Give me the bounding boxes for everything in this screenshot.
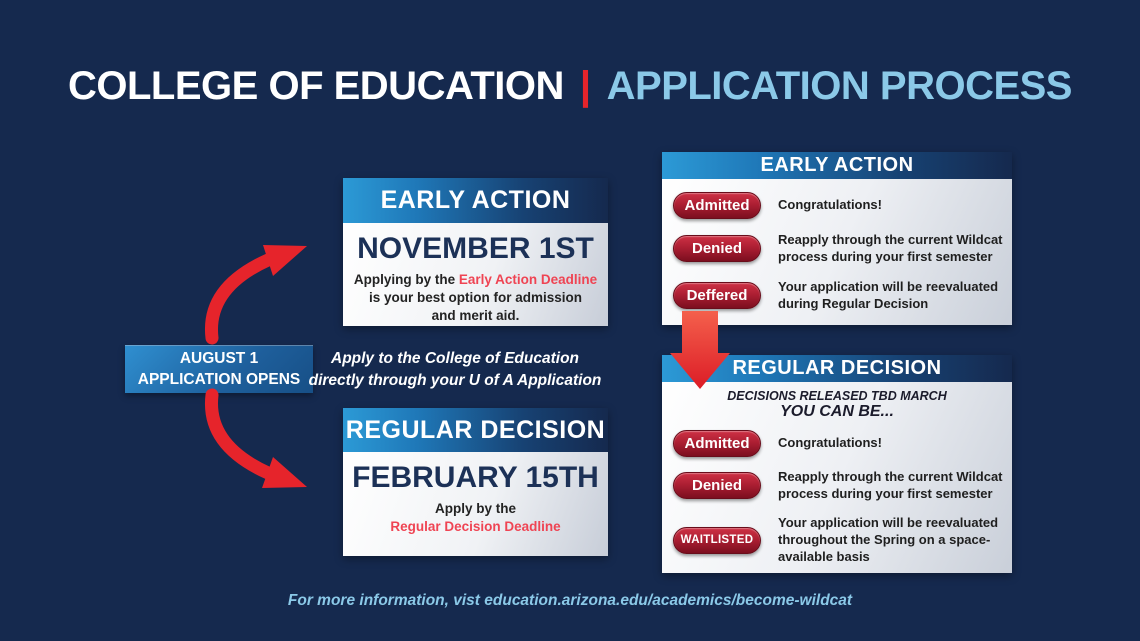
admitted-pill: Admitted (673, 192, 761, 219)
denied-pill: Denied (673, 235, 761, 262)
outcome-row-denied (673, 232, 1012, 266)
apply-note-line1: Apply to the College of Education (331, 350, 579, 367)
admitted-text: Congratulations! (778, 197, 882, 213)
regular-decision-desc-line1: Apply by the (434, 501, 516, 516)
decisions-released-subtitle: DECISIONS RELEASED TBD MARCH (727, 389, 947, 403)
regular-decision-panel-body (662, 382, 1012, 573)
denied-text: Reapply through the current Wildcat process during your first semester (778, 232, 1003, 264)
early-action-desc-line2: is your best option for admission (368, 290, 583, 306)
early-action-deadline-card (343, 178, 608, 326)
early-action-desc-prefix: Applying by the (353, 272, 456, 287)
regular-decision-deadline-highlight: Regular Decision Deadline (390, 519, 561, 535)
early-action-card-body (343, 223, 608, 326)
regular-decision-date: FEBRUARY 15TH (352, 461, 599, 494)
footer-info-text: For more information, vist education.arizona.edu/academics/become-wildcat (287, 592, 853, 609)
early-action-description (351, 271, 600, 326)
title-application-process: APPLICATION PROCESS (606, 64, 1072, 108)
early-action-panel-body (662, 179, 1012, 325)
early-action-desc-line3: and merit aid. (431, 308, 520, 324)
regular-decision-outcomes-panel (662, 355, 1012, 573)
regular-decision-card-header: REGULAR DECISION (343, 408, 608, 452)
waitlisted-pill: WAITLISTED (673, 527, 761, 554)
regular-decision-deadline-card (343, 408, 608, 556)
august-application-opens-box (125, 345, 313, 393)
application-opens-label: APPLICATION OPENS (137, 370, 301, 388)
early-action-date: NOVEMBER 1ST (357, 232, 594, 265)
regular-decision-card-body (343, 452, 608, 556)
regular-decision-description (351, 500, 600, 536)
early-action-deadline-highlight: Early Action Deadline (458, 272, 598, 287)
title-divider-bar: | (579, 64, 591, 108)
admitted-pill: Admitted (673, 430, 761, 457)
page-title (0, 64, 1140, 109)
denied-text: Reapply through the current Wildcat process during your first semester (778, 469, 1003, 501)
outcome-row-admitted (673, 430, 1012, 457)
early-action-outcomes-panel (662, 152, 1012, 325)
deferred-text: Your application will be reevaluated during Regular Decision (778, 278, 999, 311)
regular-decision-panel-header: REGULAR DECISION (662, 355, 1012, 382)
august-date-label: AUGUST 1 (179, 350, 259, 368)
outcome-row-admitted (673, 192, 1012, 219)
apply-instructions-note (290, 348, 620, 393)
deferred-pill: Deffered (673, 282, 761, 309)
curved-arrow-down-icon (211, 395, 307, 488)
waitlisted-text: Your application will be reevaluated throughout the Spring on a space-available basis (778, 514, 999, 564)
curved-arrow-up-icon (211, 245, 307, 338)
title-college-of-education: COLLEGE OF EDUCATION (68, 64, 564, 108)
denied-pill: Denied (673, 472, 761, 499)
outcome-row-denied (673, 469, 1012, 503)
early-action-card-header: EARLY ACTION (343, 178, 608, 223)
apply-note-line2: directly through your U of A Application (308, 372, 602, 390)
early-action-panel-header: EARLY ACTION (662, 152, 1012, 179)
outcome-row-waitlisted (673, 515, 1012, 566)
admitted-text: Congratulations! (778, 435, 882, 451)
outcome-row-deferred (673, 279, 1012, 313)
you-can-be-subtitle: YOU CAN BE... (780, 403, 894, 420)
